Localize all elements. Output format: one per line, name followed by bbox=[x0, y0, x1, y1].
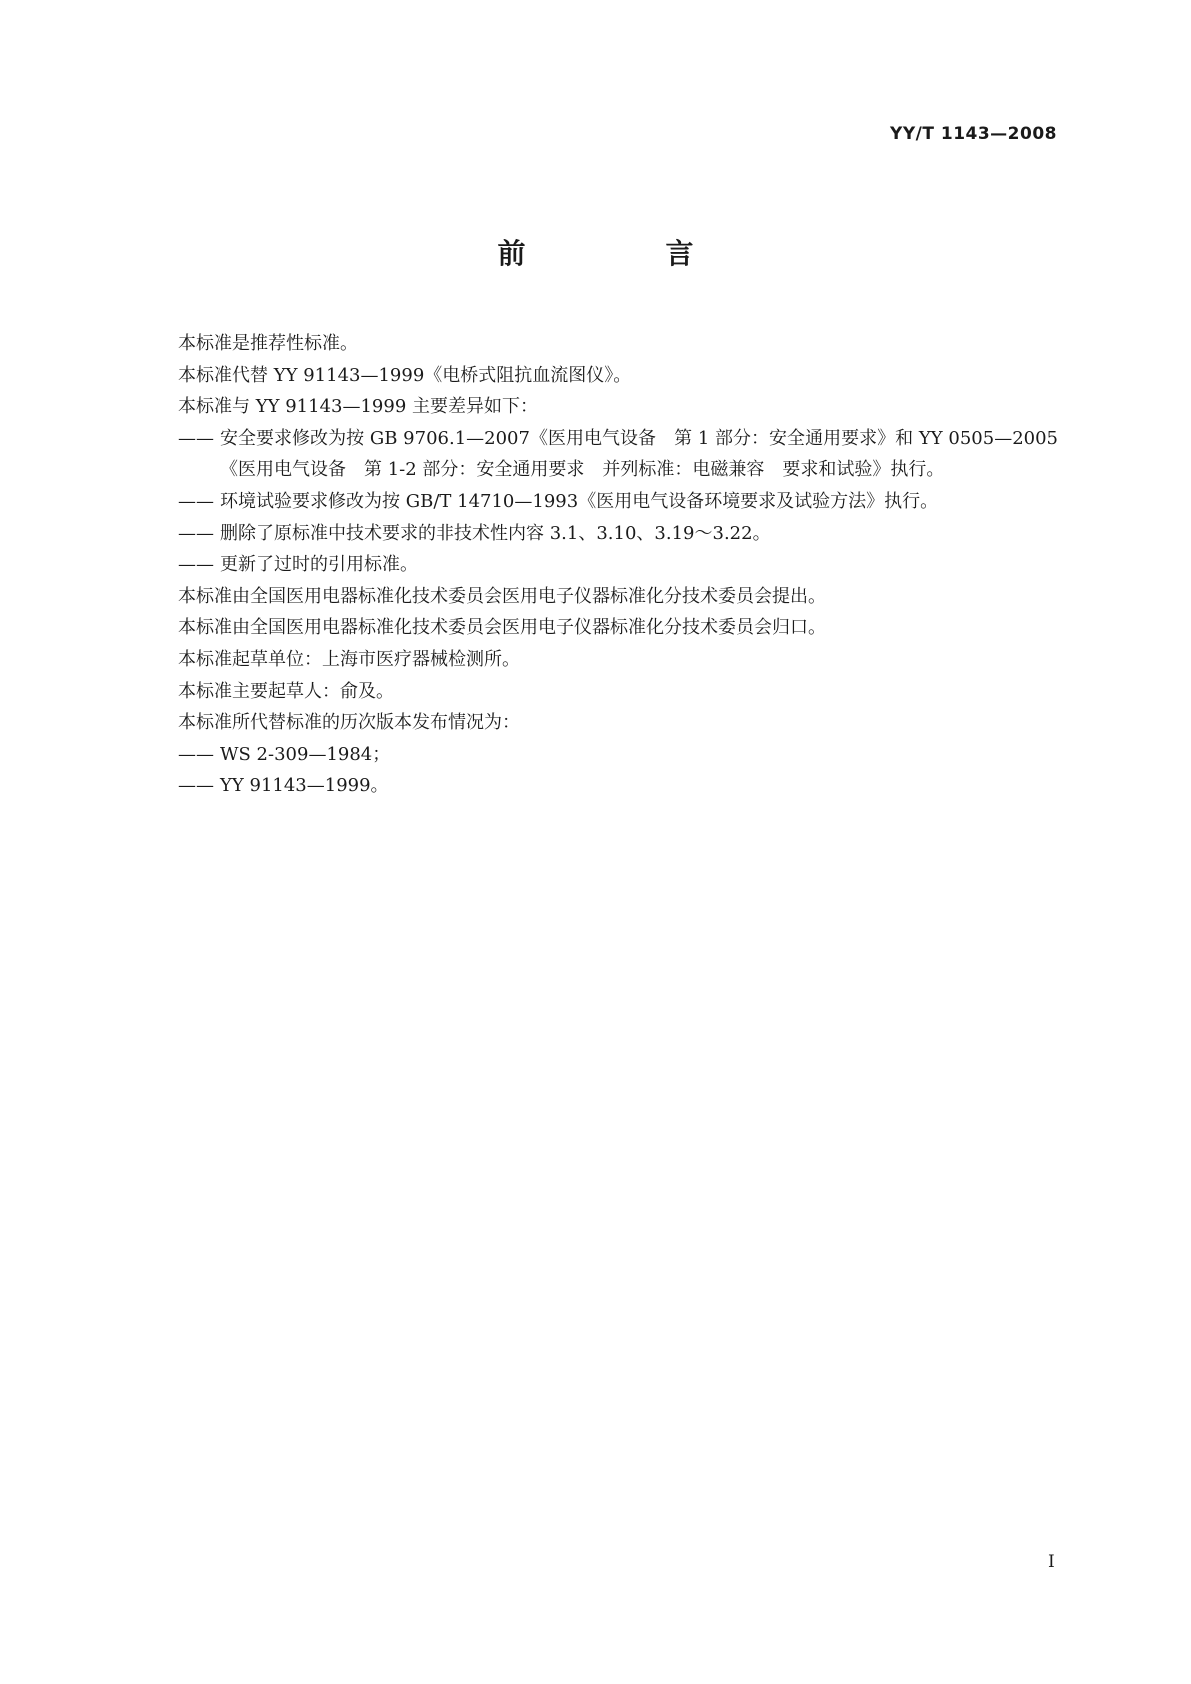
dash-marker: —— bbox=[178, 775, 214, 797]
difference-item-text: 更新了过时的引用标准。 bbox=[220, 554, 418, 576]
page-title: 前 言 bbox=[497, 237, 750, 270]
paragraph-differences-intro: 本标准与 YY 91143—1999 主要差异如下： bbox=[178, 396, 538, 418]
paragraph-proposed-by: 本标准由全国医用电器标准化技术委员会医用电子仪器标准化分技术委员会提出。 bbox=[178, 585, 826, 607]
paragraph-centralized-by: 本标准由全国医用电器标准化技术委员会医用电子仪器标准化分技术委员会归口。 bbox=[178, 617, 826, 639]
paragraph-recommended: 本标准是推荐性标准。 bbox=[178, 333, 358, 354]
difference-item-text: 删除了原标准中技术要求的非技术性内容 3.1、3.10、3.19～3.22。 bbox=[220, 522, 771, 544]
history-item bbox=[178, 739, 1058, 771]
dash-marker: —— bbox=[178, 554, 214, 576]
paragraph-drafting-unit: 本标准起草单位：上海市医疗器械检测所。 bbox=[178, 648, 520, 670]
difference-item bbox=[178, 423, 1058, 486]
paragraph-drafters: 本标准主要起草人：俞及。 bbox=[178, 680, 394, 702]
difference-item bbox=[178, 549, 1058, 581]
page-number: I bbox=[1048, 1552, 1055, 1572]
dash-marker: —— bbox=[178, 743, 214, 765]
dash-marker: —— bbox=[178, 427, 214, 449]
history-item bbox=[178, 770, 1058, 802]
dash-marker: —— bbox=[178, 522, 214, 544]
difference-item-text: 环境试验要求修改为按 GB/T 14710—1993《医用电气设备环境要求及试验方法》执行。 bbox=[220, 490, 939, 512]
difference-item bbox=[178, 518, 1058, 550]
history-item-text: WS 2-309—1984； bbox=[220, 743, 391, 765]
dash-marker: —— bbox=[178, 490, 214, 512]
paragraph-history-intro: 本标准所代替标准的历次版本发布情况为： bbox=[178, 712, 520, 734]
history-item-text: YY 91143—1999。 bbox=[220, 775, 389, 797]
foreword-body bbox=[178, 328, 1058, 802]
difference-item-text: 安全要求修改为按 GB 9706.1—2007《医用电气设备 第 1 部分：安全通用要求》和 YY 0505—2005《医用电气设备 第 1-2 部分：安全通用要求 并列标准：电磁兼容 要求和试验》执行。 bbox=[220, 427, 1058, 481]
paragraph-replaces: 本标准代替 YY 91143—1999《电桥式阻抗血流图仪》。 bbox=[178, 364, 632, 386]
difference-item bbox=[178, 486, 1058, 518]
standard-code: YY/T 1143—2008 bbox=[890, 124, 1057, 144]
